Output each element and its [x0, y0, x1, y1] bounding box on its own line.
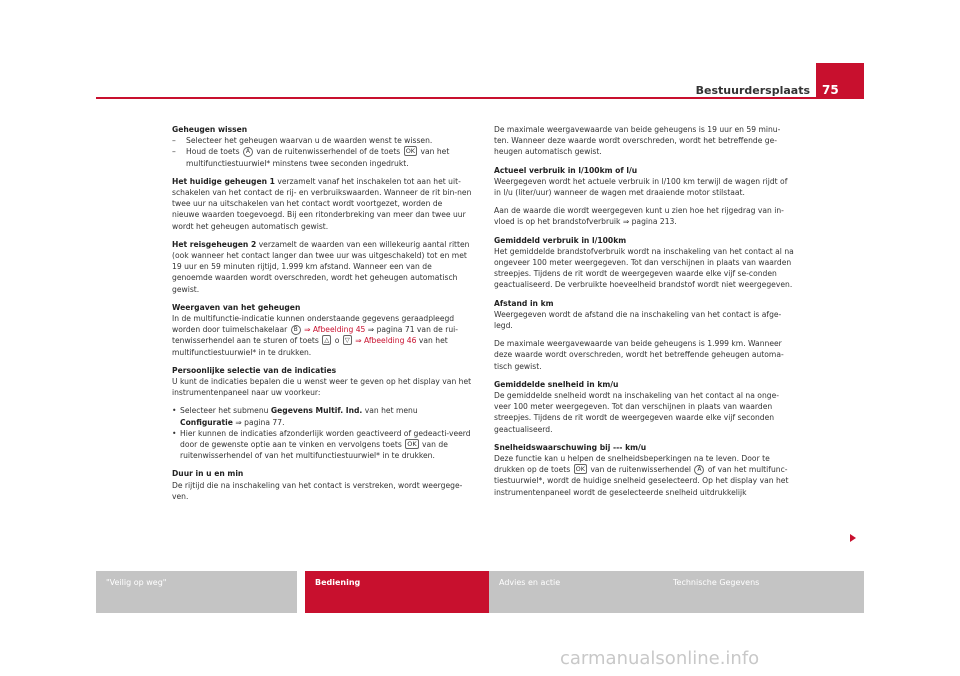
- key-down-icon: ▽: [344, 336, 350, 345]
- heading-gemiddelde-snelheid: Gemiddelde snelheid in km/u: [494, 379, 619, 389]
- heading-gemiddeld-verbruik: Gemiddeld verbruik in l/100km: [494, 235, 627, 245]
- tab-advies-en-actie[interactable]: Advies en actie: [489, 571, 690, 613]
- heading-persoonlijke-selectie: Persoonlijke selectie van de indicaties: [172, 365, 337, 375]
- key-b-icon: B: [291, 325, 301, 335]
- heading-snelheidswaarschuwing: Snelheidswaarschuwing bij --- km/u: [494, 442, 647, 452]
- left-column: [172, 124, 472, 509]
- paragraph-snelheidswaarschuwing: Snelheidswaarschuwing bij --- km/u Deze functie kan u helpen de snelheidsbeperkingen na te leven. Door te drukken op de toets OK van de ruitenwisserhendel A of van het multifunc-tiestuurwiel*, wordt de huidige snelheid geselecteerd. Op het display van het instrumentenpaneel wordt de geselecteerde snelheid uitdrukkelijk: [494, 442, 794, 498]
- continue-arrow-icon: [850, 534, 856, 542]
- heading-reisgeheugen: Het reisgeheugen 2: [172, 239, 257, 249]
- tab-veilig-op-weg[interactable]: "Veilig op weg": [96, 571, 297, 613]
- paragraph-rijgedrag: Aan de waarde die wordt weergegeven kunt u zien hoe het rijgedrag van in-vloed is op het brandstofverbruik ⇒ pagina 213.: [494, 206, 784, 227]
- heading-actueel-verbruik: Actueel verbruik in l/100km of l/u: [494, 165, 638, 175]
- paragraph-duur: Duur in u en min De rijtijd die na inschakeling van het contact is verstreken, wordt weergege-ven.: [172, 468, 472, 502]
- paragraph-reisgeheugen: Het reisgeheugen 2 verzamelt de waarden van een willekeurig aantal ritten (ook wanneer het contact langer dan twee uur was uitgeschakeld) tot en met 19 uur en 59 minuten rijtijd, 1.999 km afstand. Wanneer een van de genoemde waarden wordt overschreden, wordt het geheugen automatisch gewist.: [172, 239, 470, 294]
- page-number-box: [816, 63, 864, 99]
- paragraph-persoonlijke-selectie: Persoonlijke selectie van de indicaties U kunt de indicaties bepalen die u wenst weer te geven op het display van het instrumentenpaneel naar uw voorkeur:: [172, 365, 472, 398]
- heading-huidig-geheugen: Het huidige geheugen 1: [172, 176, 275, 186]
- watermark: carmanualsonline.info: [560, 648, 760, 669]
- paragraph-geheugen-wissen: [172, 124, 472, 169]
- section-title: Bestuurdersplaats: [695, 84, 810, 97]
- paragraph-max-afstand: De maximale weergavewaarde van beide geheugens is 1.999 km. Wanneer deze waarde wordt overschreden, wordt het betreffende geheugen automa-tisch gewist.: [494, 339, 784, 371]
- key-up-icon: △: [324, 336, 330, 345]
- key-ok-icon: OK: [405, 147, 416, 156]
- heading-weergaven: Weergaven van het geheugen: [172, 302, 301, 312]
- paragraph-huidig-geheugen: Het huidige geheugen 1 verzamelt vanaf het inschakelen tot aan het uit-schakelen van het contact de rij- en verbruikswaarden. Wanneer de rit bin-nen twee uur na uitschakelen van het contact wordt voortgezet, worden de nieuwe waarden toegevoegd. Bij een ritonderbreking van meer dan twee uur wordt het geheugen automatisch gewist.: [172, 176, 472, 231]
- paragraph-gemiddeld-verbruik: Gemiddeld verbruik in l/100km Het gemiddelde brandstofverbruik wordt na inschakeling van het contact al na ongeveer 100 meter weergegeven. Tot dan verschijnen in plaats van waarden streepjes. Tijdens de rit wordt de weergegeven waarde elke vijf se-conden geactualiseerd. De verbruikte hoeveelheid brandstof wordt niet weergegeven.: [494, 235, 794, 290]
- bullet-item: • Selecteer het submenu Gegevens Multif. Ind. van het menu Configuratie ⇒ pagina 77.: [172, 406, 418, 427]
- key-a-icon: A: [694, 465, 704, 475]
- paragraph-actueel-verbruik: Actueel verbruik in l/100km of l/u Weergegeven wordt het actuele verbruik in l/100 km terwijl de wagen rijdt of in l/u (liter/uur) wanneer de wagen met draaiende motor stilstaat.: [494, 165, 794, 199]
- dash-item: – Houd de toets A van de ruitenwisserhendel of de toets OK van het multifunctiestuurwiel* minstens twee seconden ingedrukt.: [172, 147, 450, 168]
- tab-technische-gegevens[interactable]: Technische Gegevens: [663, 571, 864, 613]
- key-ok-icon: OK: [575, 465, 586, 474]
- page-number: 75: [822, 83, 839, 97]
- figure-link[interactable]: ⇒ Afbeelding 46: [355, 336, 417, 346]
- paragraph-afstand: Afstand in km Weergegeven wordt de afstand die na inschakeling van het contact is afge-legd.: [494, 298, 794, 332]
- paragraph-max-tijd: De maximale weergavewaarde van beide geheugens is 19 uur en 59 minu-ten. Wanneer deze waarde wordt overschreden, wordt het betreffende ge-heugen automatisch gewist.: [494, 125, 781, 157]
- paragraph-gemiddelde-snelheid: Gemiddelde snelheid in km/u De gemiddelde snelheid wordt na inschakeling van het contact al na onge-veer 100 meter weergegeven. Tot dan verschijnen in plaats van waarden streepjes. Tijdens de rit wordt de weergegeven waarde elke vijf seconden geactualiseerd.: [494, 379, 794, 435]
- header-rule: [96, 97, 864, 99]
- dash-item: – Selecteer het geheugen waarvan u de waarden wenst te wissen.: [172, 136, 433, 146]
- right-column: [494, 124, 794, 505]
- bullet-list: [172, 405, 472, 461]
- footer-tabs: [96, 571, 864, 613]
- heading-afstand: Afstand in km: [494, 298, 554, 308]
- bullet-item: • Hier kunnen de indicaties afzonderlijk worden geactiveerd of gedeacti-veerd door de gewenste optie aan te vinken en vervolgens toets OK van de ruitenwisserhendel of van het multifunctiestuurwiel* in te drukken.: [172, 428, 471, 461]
- heading-duur: Duur in u en min: [172, 469, 244, 479]
- paragraph-weergaven: Weergaven van het geheugen In de multifunctie-indicatie kunnen onderstaande gegevens geraadpleegd worden door tuimelschakelaar B ⇒ Afbeelding 45 ⇒ pagina 71 van de rui-tenwisserhendel aan te sturen of toets △ o ▽ ⇒ Afbeelding 46 van het multifunctiestuurwiel* in te drukken.: [172, 302, 472, 358]
- tab-bediening[interactable]: Bediening: [305, 571, 506, 613]
- heading-geheugen-wissen: Geheugen wissen: [172, 125, 248, 134]
- figure-link[interactable]: ⇒ Afbeelding 45: [304, 325, 366, 335]
- key-a-icon: A: [243, 147, 253, 157]
- key-ok-icon: OK: [407, 440, 417, 449]
